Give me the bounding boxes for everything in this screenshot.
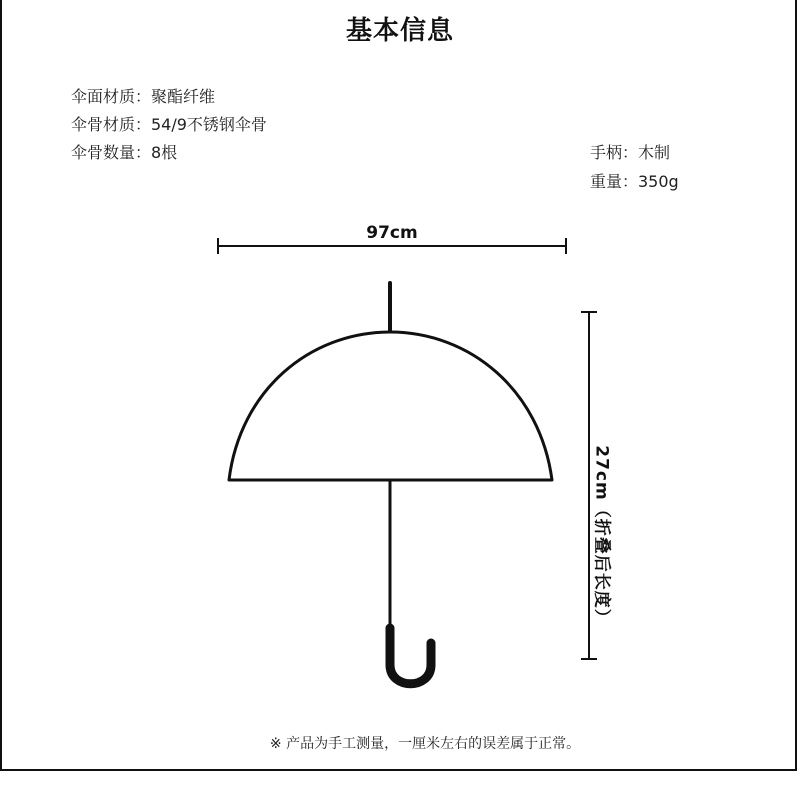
spec-handle: 手柄：木制 xyxy=(590,143,671,162)
measurement-footnote: ※ 产品为手工测量，一厘米左右的误差属于正常。 xyxy=(269,736,581,752)
spec-rib-count: 伞骨数量：8根 xyxy=(71,143,178,162)
spec-weight: 重量：350g xyxy=(590,172,679,191)
umbrella-icon xyxy=(229,283,552,684)
width-dimension-label: 97cm xyxy=(366,223,418,243)
spec-canopy-material: 伞面材质：聚酯纤维 xyxy=(71,87,216,106)
height-dimension-label: 27cm（折叠后长度） xyxy=(591,445,612,627)
page-title: 基本信息 xyxy=(345,16,454,46)
spec-rib-material: 伞骨材质：54/9不锈钢伞骨 xyxy=(71,115,267,134)
